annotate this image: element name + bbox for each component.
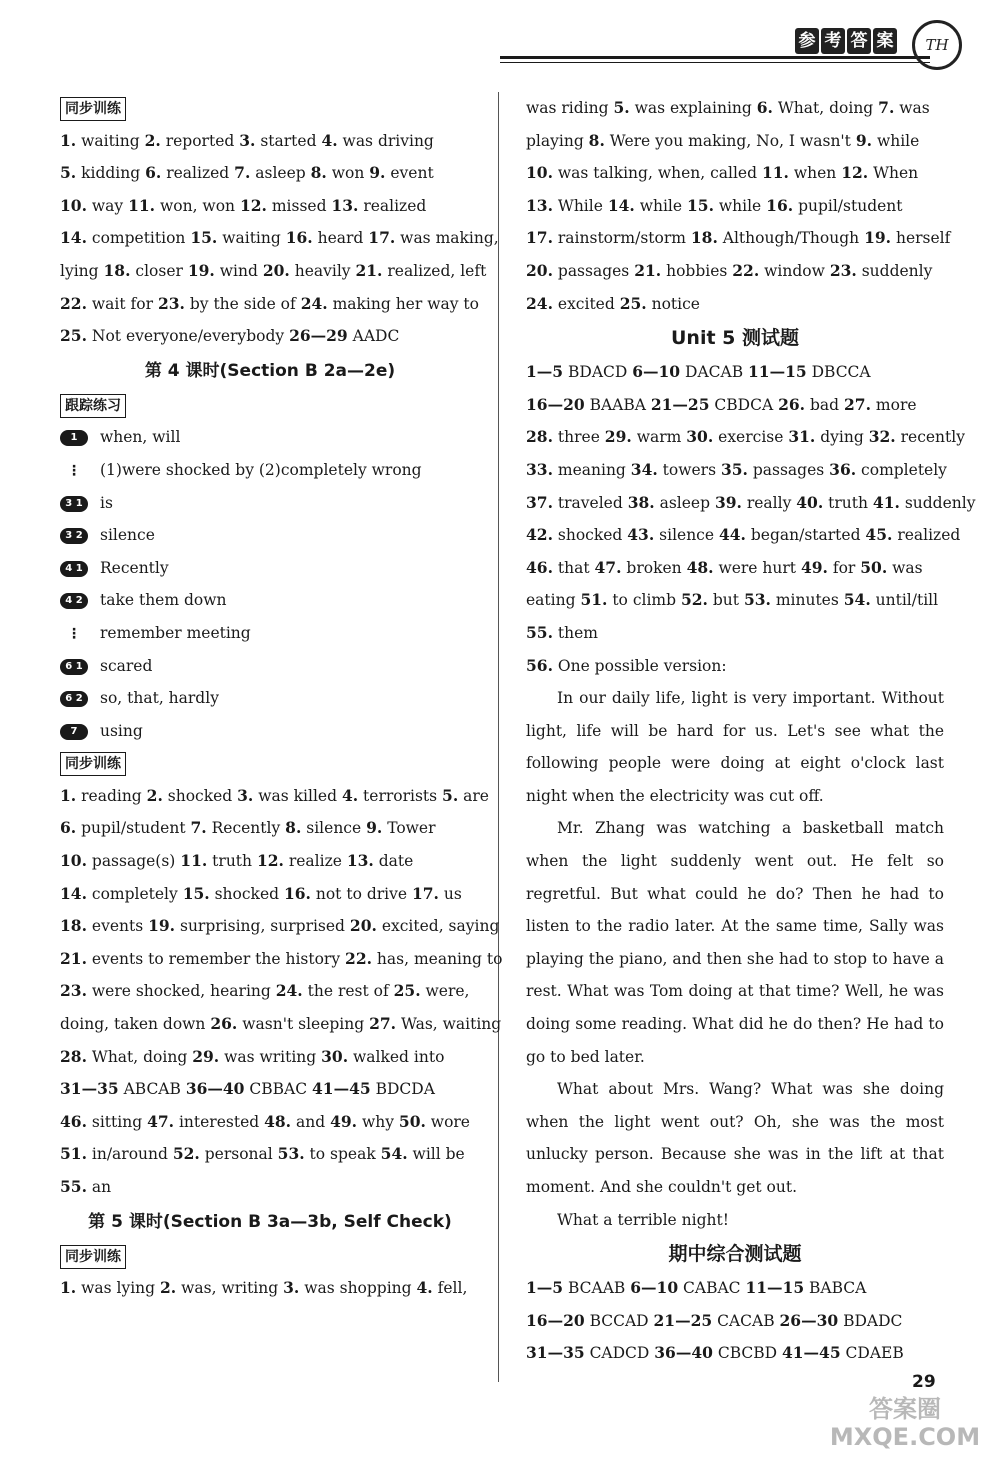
answer-line: 6. pupil/student 7. Recently 8. silence 9. Tower	[60, 818, 436, 838]
header-rule-thin	[500, 62, 930, 63]
answer-line: 28. What, doing 29. was writing 30. walked into	[60, 1046, 445, 1066]
badge-char: 案	[873, 28, 897, 54]
answer-line: 55. an	[60, 1177, 112, 1196]
answer-line: 51. in/around 52. personal 53. to speak 54. will be	[60, 1144, 465, 1164]
answer-line: 25. Not everyone/everybody 26—29 AADC	[60, 326, 400, 346]
answer-key-badge	[795, 28, 897, 56]
item-number-tag: 3 1	[60, 496, 88, 512]
essay-paragraph: What about Mrs. Wang? What was she doing when the light went out? Oh, she was the most unlucky person. Because she was in the lift at that moment. And she couldn't get out.	[526, 1080, 944, 1196]
left-column	[60, 92, 503, 1305]
item-number-tag: ⋮	[67, 625, 81, 642]
answer-line: 21. events to remember the history 22. has, meaning to	[60, 948, 503, 968]
badge-char: 参	[795, 28, 819, 54]
answer-line: 14. completely 15. shocked 16. not to drive 17. us	[60, 883, 462, 903]
section-title: 期中综合测试题	[668, 1243, 802, 1266]
answer-line: 10. way 11. won, won 12. missed 13. realized	[60, 195, 427, 215]
list-item: ⋮ (1)were shocked by (2)completely wrong	[60, 454, 480, 487]
item-number-tag: 6 2	[60, 691, 88, 707]
header-rule	[500, 56, 930, 59]
item-number-tag: 1	[60, 430, 88, 446]
answer-block	[60, 125, 499, 353]
answer-line: 24. excited 25. notice	[526, 293, 700, 313]
watermark: 答案圈 MXQE.COM	[829, 1395, 981, 1451]
essay-paragraph: Mr. Zhang was watching a basketball match when the light suddenly went out. He felt so regretful. But what could he do? Then he had to listen to the radio later. At the same time, Sally was playing the piano, and then she had to stop to have a rest. What was Tom doing at that time? Well, he was doing some reading. What did he do then? He had to go to bed later.	[526, 819, 944, 1066]
answer-line: 28. three 29. warm 30. exercise 31. dying 32. recently	[526, 427, 965, 447]
answer-line: 55. them	[526, 622, 598, 642]
section-title: 第 4 课时(Section B 2a—2e)	[144, 360, 396, 381]
answer-line: 33. meaning 34. towers 35. passages 36. completely	[526, 459, 947, 479]
publisher-logo-icon: TH	[912, 20, 962, 70]
answer-block	[60, 1272, 480, 1305]
list-item: 4 2 take them down	[60, 584, 480, 617]
answer-line: 5. kidding 6. realized 7. asleep 8. won 9. event	[60, 163, 434, 183]
section-box-label: 同步训练	[60, 1245, 126, 1269]
answer-line: 16—20 BAABA 21—25 CBDCA 26. bad 27. more	[526, 394, 917, 414]
item-number-tag: 6 1	[60, 659, 88, 675]
answer-line: 56. One possible version:	[526, 655, 727, 675]
list-item: 6 1 scared	[60, 650, 480, 683]
essay	[526, 682, 944, 1236]
answer-line: 1—5 BDACD 6—10 DACAB 11—15 DBCCA	[526, 362, 871, 382]
answer-line: 17. rainstorm/storm 18. Although/Though 19. herself	[526, 228, 951, 248]
answer-line: 13. While 14. while 15. while 16. pupil/student	[526, 195, 903, 215]
answer-block	[60, 780, 503, 1204]
answer-line: 14. competition 15. waiting 16. heard 17. was making,	[60, 228, 499, 248]
answer-block	[526, 356, 976, 682]
item-number-tag: ⋮	[67, 462, 81, 479]
list-item: 3 2 silence	[60, 519, 480, 552]
answer-line: 23. were shocked, hearing 24. the rest of 25. were,	[60, 981, 470, 1001]
answer-block	[526, 1272, 944, 1370]
answer-line: 22. wait for 23. by the side of 24. making her way to	[60, 293, 479, 313]
essay-paragraph: What a terrible night!	[557, 1210, 729, 1229]
answer-line: 1. was lying 2. was, writing 3. was shopping 4. fell,	[60, 1278, 468, 1298]
section-title: 第 5 课时(Section B 3a—3b, Self Check)	[88, 1211, 452, 1232]
badge-char: 考	[821, 28, 845, 54]
section-box-label: 跟踪练习	[60, 394, 126, 418]
answer-line: doing, taken down 26. wasn't sleeping 27. Was, waiting	[60, 1014, 502, 1034]
page-number: 29	[912, 1372, 936, 1392]
answer-line: 10. passage(s) 11. truth 12. realize 13. date	[60, 851, 414, 871]
answer-line: 37. traveled 38. asleep 39. really 40. truth 41. suddenly	[526, 492, 976, 512]
answer-line: 46. that 47. broken 48. were hurt 49. for 50. was	[526, 557, 923, 577]
list-item: 1 when, will	[60, 421, 480, 454]
answer-block	[526, 92, 951, 320]
answer-line: 1. reading 2. shocked 3. was killed 4. terrorists 5. are	[60, 785, 489, 805]
answer-line: playing 8. Were you making, No, I wasn't 9. while	[526, 130, 920, 150]
answer-line: 42. shocked 43. silence 44. began/started 45. realized	[526, 525, 961, 545]
answer-line: 16—20 BCCAD 21—25 CACAB 26—30 BDADC	[526, 1310, 903, 1330]
section-box-label: 同步训练	[60, 752, 126, 776]
answer-line: 1—5 BCAAB 6—10 CABAC 11—15 BABCA	[526, 1278, 867, 1298]
item-number-tag: 4 1	[60, 561, 88, 577]
answer-line: 10. was talking, when, called 11. when 12. When	[526, 163, 919, 183]
section-box-label: 同步训练	[60, 97, 126, 121]
list-item: 7 using	[60, 715, 480, 748]
answer-line: 1. waiting 2. reported 3. started 4. was driving	[60, 130, 434, 150]
list-item: ⋮ remember meeting	[60, 617, 480, 650]
item-number-tag: 7	[60, 724, 88, 740]
list-item: 6 2 so, that, hardly	[60, 682, 480, 715]
list-item: 4 1 Recently	[60, 552, 480, 585]
badge-char: 答	[847, 28, 871, 54]
answer-line: lying 18. closer 19. wind 20. heavily 21. realized, left	[60, 260, 487, 280]
answer-line: 46. sitting 47. interested 48. and 49. why 50. wore	[60, 1111, 470, 1131]
answer-line: 31—35 ABCAB 36—40 CBBAC 41—45 BDCDA	[60, 1079, 435, 1099]
answer-line: 18. events 19. surprising, surprised 20. excited, saying	[60, 916, 500, 936]
item-number-tag: 4 2	[60, 593, 88, 609]
section-title: Unit 5 测试题	[671, 327, 799, 350]
tracking-list	[60, 421, 480, 747]
answer-line: was riding 5. was explaining 6. What, doing 7. was	[526, 98, 930, 117]
item-number-tag: 3 2	[60, 528, 88, 544]
list-item: 3 1 is	[60, 487, 480, 520]
essay-paragraph: In our daily life, light is very important. Without light, life will be hard for us. Let's see what the following people were doing at eight o'clock last night when the electricity was cut off.	[526, 689, 944, 805]
answer-line: eating 51. to climb 52. but 53. minutes 54. until/till	[526, 590, 939, 610]
column-divider	[498, 92, 499, 1382]
answer-line: 31—35 CADCD 36—40 CBCBD 41—45 CDAEB	[526, 1343, 904, 1363]
answer-line: 20. passages 21. hobbies 22. window 23. suddenly	[526, 260, 933, 280]
right-column	[526, 92, 976, 1370]
